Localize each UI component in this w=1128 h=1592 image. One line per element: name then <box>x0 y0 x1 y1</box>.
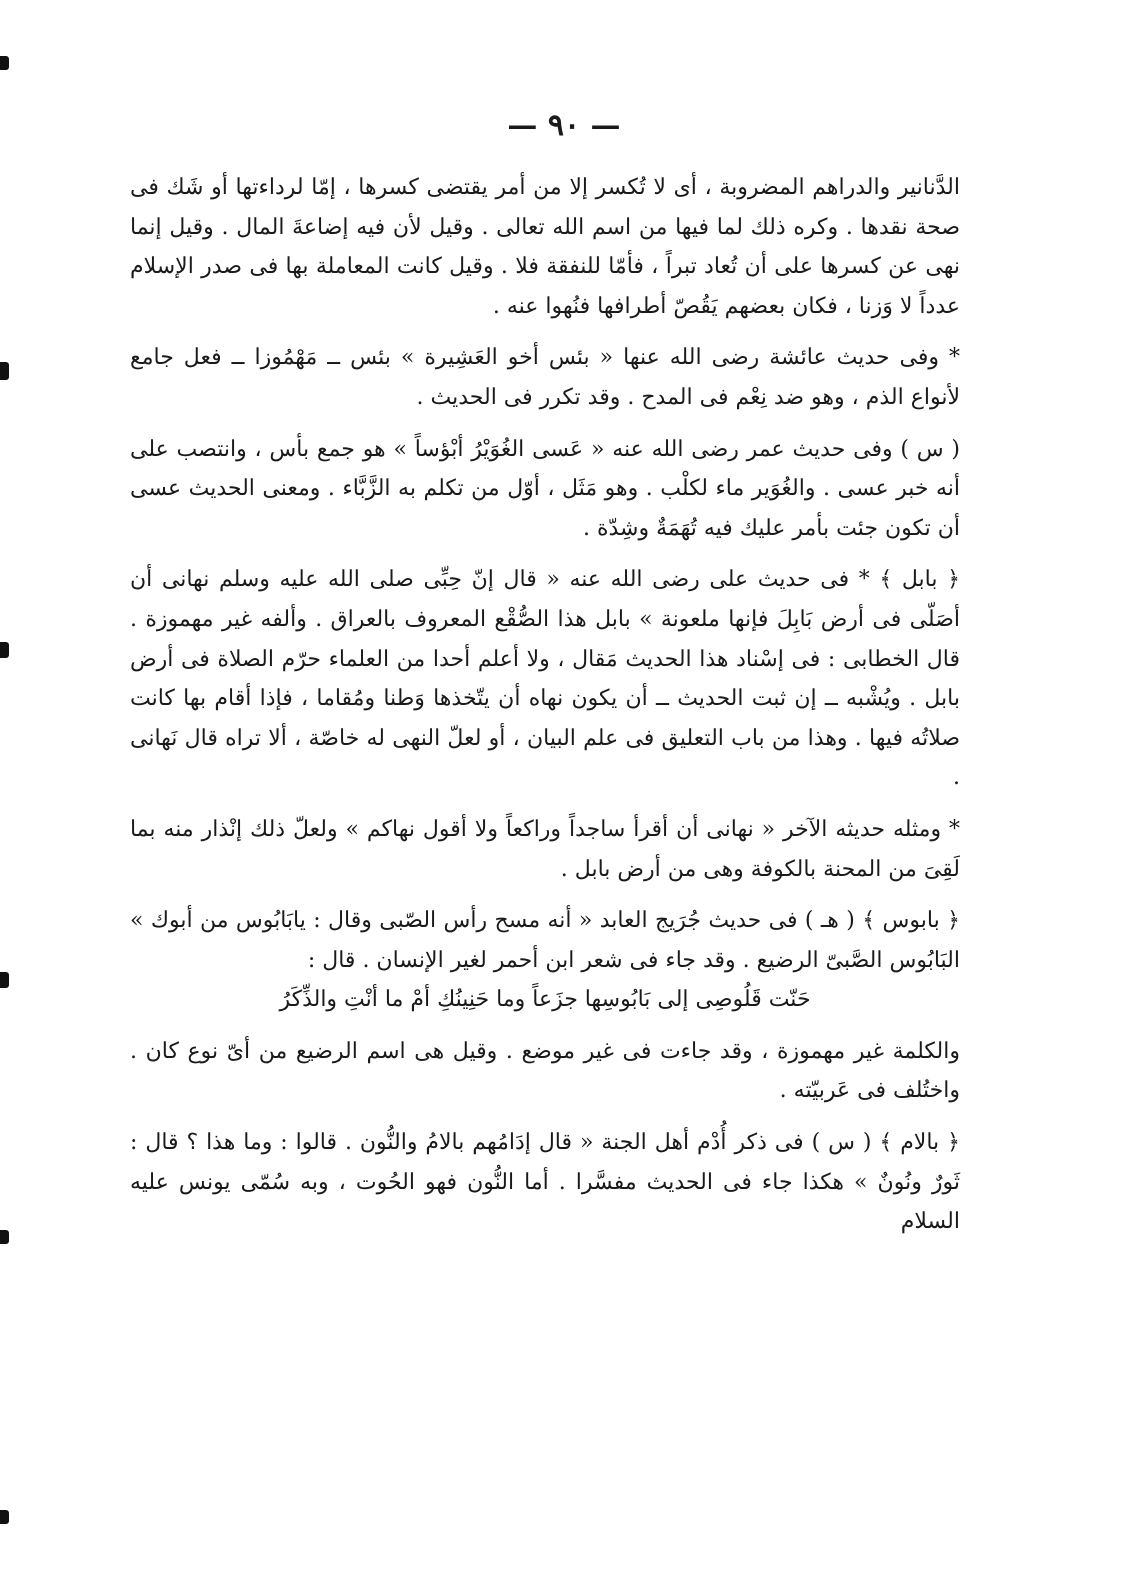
paragraph: ﴿ بابل ﴾ * فى حديث على رضى الله عنه « قال إنّ حِبِّى صلى الله عليه وسلم نهانى أن أصَلّى فى أرض بَابِلَ فإنها ملعونة » بابل هذا الصُّقْع المعروف بالعراق . وألفه غير مهموزة . قال الخطابى : فى إسْناد هذا الحديث مَقال ، ولا أعلم أحدا من العلماء حرّم الصلاة فى أرض بابل . ويُشْبه ــ إن ثبت الحديث ــ أن يكون نهاه أن يتّخذها وَطنا ومُقاما ، فإذا أقام بها كانت صلاتُه فيها . وهذا من باب التعليق فى علم البيان ، أو لعلّ النهى له خاصّة ، ألا تراه قال نَهانى . <box>130 567 960 791</box>
scan-edge-mark <box>0 972 9 988</box>
page-body <box>130 168 960 1254</box>
poetry-verse: حَنّت قَلُوصِى إلى بَابُوسِها جزَعاً وما حَنِينُكِ أمْ ما أنْتِ والذِّكَرُ <box>279 987 811 1013</box>
paragraph: * ومثله حديثه الآخر « نهانى أن أقرأ ساجداً وراكعاً ولا أقول نهاكم » ولعلّ ذلك إنْذار منه بما لَقِىَ من المحنة بالكوفة وهى من أرض بابل . <box>130 816 960 882</box>
paragraph: ( س ) وفى حديث عمر رضى الله عنه « عَسى الغُوَيْرُ أبْؤساً » هو جمع بأس ، وانتصب على أنه خبر عسى . والغُوَير ماء لكلْب . وهو مَثَل ، أوّل من تكلم به الزَّبَّاء . ومعنى الحديث عسى أن تكون جئت بأمر عليك فيه تُهَمَةٌ وشِدّة . <box>130 436 960 541</box>
scan-edge-mark <box>0 642 9 658</box>
paragraph: والكلمة غير مهموزة ، وقد جاءت فى غير موضع . وقيل هى اسم الرضيع من أىّ نوع كان . واختُلف فى عَربيّته . <box>130 1038 960 1104</box>
scan-edge-mark <box>0 1510 9 1524</box>
paragraph: الدَّنانير والدراهم المضروبة ، أى لا تُكسر إلا من أمر يقتضى كسرها ، إمّا لرداءتها أو شَك فى صحة نقدها . وكره ذلك لما فيها من اسم الله تعالى . وقيل لأن فيه إضاعةَ المال . وقيل إنما نهى عن كسرها على أن تُعاد تبراً ، فأمّا للنفقة فلا . وقيل كانت المعاملة بها فى صدر الإسلام عدداً لا وَزنا ، فكان بعضهم يَقُصّ أطرافها فنُهوا عنه . <box>130 175 960 319</box>
paragraph: * وفى حديث عائشة رضى الله عنها « بئس أخو العَشِيرة » بئس ــ مَهْمُوزا ــ فعل جامع لأنواع الذم ، وهو ضد نِعْم فى المدح . وقد تكرر فى الحديث . <box>130 345 960 410</box>
paragraph: ﴿ بالام ﴾ ( س ) فى ذكر أُدْم أهل الجنة « قال إدَامُهم بالامُ والنُّون . قالوا : وما هذا ؟ قال : ثَورٌ ونُونٌ » هكذا جاء فى الحديث مفسَّرا . أما النُّون فهو الحُوت ، وبه سُمّى يونس عليه السلام <box>130 1130 960 1235</box>
scan-edge-mark <box>0 1230 9 1244</box>
page-number: — ٩٠ — <box>507 108 621 143</box>
paragraph: ﴿ بابوس ﴾ ( هـ ) فى حديث جُرَيج العابد « أنه مسح رأس الصّبى وقال : يابَابُوس من أبوك » البَابُوس الصَّبىّ الرضيع . وقد جاء فى شعر ابن أحمر لغير الإنسان . قال : <box>130 908 960 973</box>
scan-edge-mark <box>0 362 9 380</box>
scan-edge-mark <box>0 56 9 70</box>
